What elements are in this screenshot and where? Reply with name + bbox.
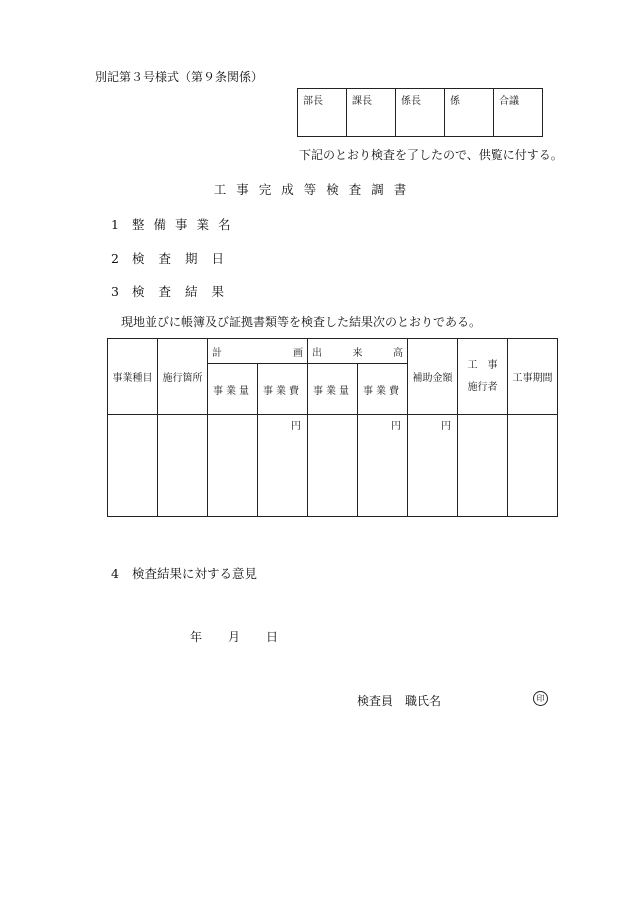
intro-text: 現地並びに帳簿及び証拠書類等を検査した結果次のとおりである。 (121, 315, 482, 329)
item-number: 1 (111, 217, 119, 232)
item-number: 3 (111, 284, 119, 299)
item-business-name[interactable] (111, 215, 240, 233)
document-title: 工事完成等検査調書 (213, 182, 417, 197)
cell-plan-quantity[interactable] (208, 415, 258, 517)
header-actual-quantity: 事業量 (308, 364, 358, 415)
header-location: 施行箇所 (158, 339, 208, 415)
approval-box-kacho[interactable]: 課長 (347, 89, 396, 137)
header-period: 工事期間 (508, 339, 558, 415)
cell-business-type[interactable] (108, 415, 158, 517)
header-subsidy: 補助金額 (408, 339, 458, 415)
header-business-type: 事業種目 (108, 339, 158, 415)
header-plan-quantity: 事業量 (208, 364, 258, 415)
header-contractor-top: 工 事 (467, 359, 498, 371)
item-number: 2 (111, 251, 119, 266)
header-plan-cost: 事業費 (258, 364, 308, 415)
date-day: 日 (266, 630, 279, 644)
header-actual: 出 来 高 (308, 339, 408, 364)
item-inspection-result (111, 282, 238, 300)
approval-box-kakari[interactable]: 係 (445, 89, 494, 137)
item-label: 検査結果に対する意見 (132, 566, 258, 581)
item-number: 4 (111, 566, 119, 581)
approval-box-bucho[interactable]: 部長 (298, 89, 347, 137)
cell-period[interactable] (508, 415, 558, 517)
cell-location[interactable] (158, 415, 208, 517)
item-opinion[interactable] (111, 564, 257, 582)
form-label: 別記第３号様式（第９条関係） (95, 70, 264, 84)
cell-subsidy[interactable]: 円 (408, 415, 458, 517)
item-label: 整備事業名 (132, 217, 240, 232)
header-contractor-bottom: 施行者 (467, 381, 498, 393)
cell-contractor[interactable] (458, 415, 508, 517)
inspector-label: 検査員 職氏名 (357, 694, 442, 708)
cell-plan-cost[interactable]: 円 (258, 415, 308, 517)
date-month: 月 (228, 630, 241, 644)
item-label: 検査期日 (132, 251, 239, 266)
approval-box-kakaricho[interactable]: 係長 (396, 89, 445, 137)
approval-box-gogi[interactable]: 合議 (494, 89, 543, 137)
header-contractor (458, 339, 508, 415)
cell-actual-quantity[interactable] (308, 415, 358, 517)
item-label: 検査結果 (132, 284, 239, 299)
cell-actual-cost[interactable]: 円 (358, 415, 408, 517)
results-table (107, 338, 558, 517)
seal-mark: 印 (533, 691, 548, 706)
notice-text: 下記のとおり検査を了したので、供覧に付する。 (299, 148, 563, 162)
header-plan: 計 画 (208, 339, 308, 364)
item-inspection-date[interactable] (111, 249, 238, 267)
date-line[interactable] (190, 628, 278, 645)
date-year: 年 (190, 630, 203, 644)
approval-table (297, 88, 543, 137)
header-actual-cost: 事業費 (358, 364, 408, 415)
